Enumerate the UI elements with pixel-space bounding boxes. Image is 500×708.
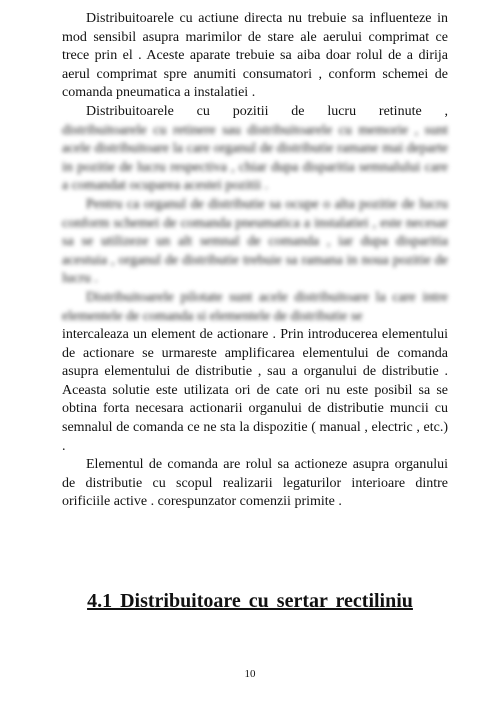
paragraph-actiune-directa: Distribuitoarele cu actiune directa nu trebuie sa influenteze in mod sensibil asupra marimilor de stare ale aerului comprimat ce trece prin el . Aceste aparate trebuie sa aiba doar rolul de a dirija aerul comprimat spre anumiti consumatori , conform schemei de comanda pneumatica a instalatiei . xyxy=(62,11,448,101)
section-heading: 4.1 Distribuitoare cu sertar rectiliniu xyxy=(87,590,413,612)
paragraph-retinere-blurred: distribuitoarele cu retinere sau distribuitoarele cu memorie , sunt acele distribuitoare la care organul de distributie ramane mai departe in pozitie de lucru respectiva , chiar dupa disparitia semnalului care a comandat ocuparea acestei pozitii . xyxy=(62,122,448,194)
paragraph-intercaleaza: intercaleaza un element de actionare . Prin introducerea elementului de actionare se urmareste amplificarea elementului de comanda asupra elementului de distributie , sau a organului de distributie . Aceasta solutie este utilizata ori de cate ori nu este posibil sa se obtina forta necesara actionarii organului de distributie muncii cu semnalul de comanda ce ne sta la dispozitie ( manual , electric , etc.) . xyxy=(62,327,448,454)
body-text xyxy=(62,10,448,512)
paragraph-element-comanda: Elementul de comanda are rolul sa actioneze asupra organului de distributie cu scopul realizarii legaturilor interioare dintre orificiile active . corespunzator comenzii primite . xyxy=(62,457,448,510)
paragraph-pozitii-retinute: Distribuitoarele cu pozitii de lucru retinute , xyxy=(86,103,448,119)
paragraph-alta-pozitie-blurred: Pentru ca organul de distributie sa ocupe o alta pozitie de lucru conform schemei de comanda pneumatica a instalatiei , este necesar sa se utilizeze un alt semnal de comanda , iar dupa disparitia acestuia , organul de distributie trebuie sa ramana in noua pozitie de lucru . xyxy=(62,196,448,287)
paragraph-pilotate-blurred: Distribuitoarele pilotate sunt acele distribuitoare la care intre elementele de comanda si elementele de distributie se xyxy=(62,289,448,324)
page-number: 10 xyxy=(244,668,256,680)
